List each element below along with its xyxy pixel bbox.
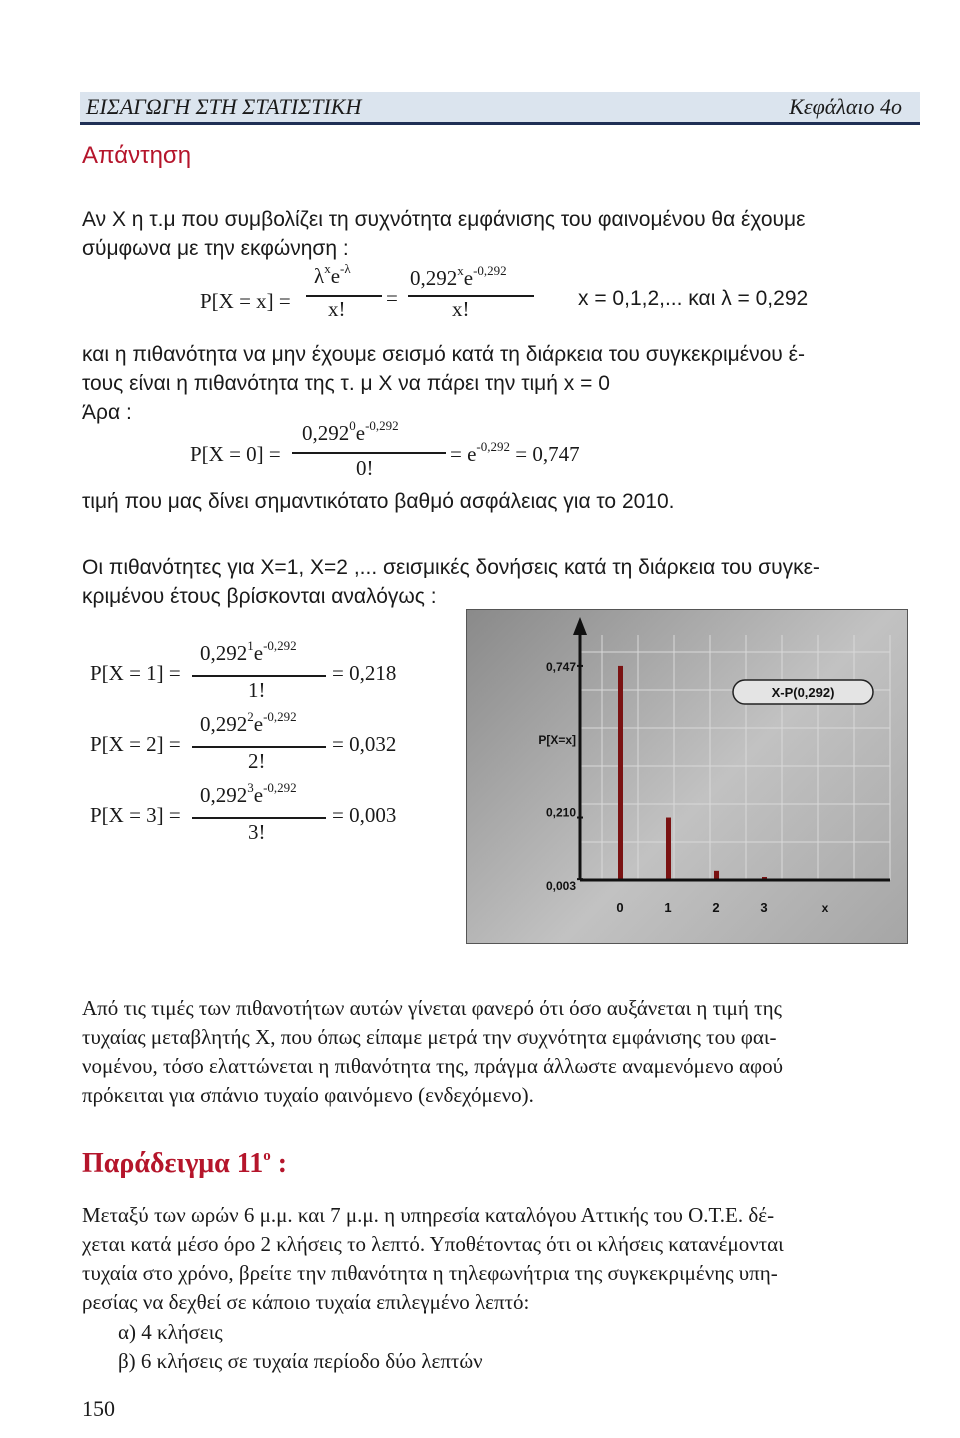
y-tick-label: 0,003 [545, 879, 576, 894]
formula-p1-num: $0,292^1e^{-0,292}$ [200, 638, 297, 665]
formula-p2-lhs: P[X = 2] = [90, 732, 181, 756]
fraction-bar [292, 452, 446, 454]
formula-p3-rhs: = 0,003 [332, 803, 397, 827]
formula-p0-num: $0,292^0e^{-0,292}$ [302, 418, 399, 445]
list-item: β) 6 κλήσεις σε τυχαία περίοδο δύο λεπτών [118, 1349, 483, 1373]
para2-line-2: τους είναι η πιθανότητα της τ. μ X να πάρει την τιμή x = 0 [82, 372, 610, 395]
formula-p0-den: 0! [356, 456, 374, 480]
formula-p1-lhs: P[X = 1] = [90, 661, 181, 685]
para6-line-1: Μεταξύ των ωρών 6 μ.μ. και 7 μ.μ. η υπηρεσία καταλόγου Αττικής του Ο.Τ.Ε. δέ- [82, 1203, 775, 1227]
para3: τιμή που μας δίνει σημαντικότατο βαθμό ασφάλειας για το 2010. [82, 490, 675, 513]
para5-line-4: πρόκειται για σπάνιο τυχαίο φαινόμενο (ενδεχόμενο). [82, 1083, 534, 1107]
fraction-bar [192, 675, 326, 677]
chart-title: X-P(0,292) [771, 685, 835, 700]
x-tick-label: 3 [760, 900, 768, 915]
bar [618, 666, 623, 880]
y-axis-label: P[X=x] [538, 732, 576, 747]
para2-line-1: και η πιθανότητα να μην έχουμε σεισμό κατά τη διάρκεια του συγκεκριμένου έ- [82, 343, 805, 366]
para5-line-1: Από τις τιμές των πιθανοτήτων αυτών γίνεται φανερό ότι όσο αυξάνεται η τιμή της [82, 996, 782, 1020]
para5-line-3: νομένου, τόσο ελαττώνεται η πιθανότητα της, πράγμα άλλωστε αναμενόμενο αφού [82, 1054, 784, 1078]
y-tick-label: 0,210 [545, 805, 576, 820]
formula-p2-num: $0,292^2e^{-0,292}$ [200, 709, 297, 736]
poisson-chart-svg [467, 610, 907, 943]
fraction-bar [192, 746, 326, 748]
poisson-chart [466, 609, 908, 944]
para6-line-4: ρεσίας να δεχθεί σε κάποιο τυχαία επιλεγμένο λεπτό: [82, 1290, 530, 1314]
chapter-label: Κεφάλαιο 4ο [789, 94, 902, 119]
x-tick-label: 1 [664, 900, 672, 915]
formula-main-lhs: P[X = x] = [200, 289, 291, 313]
list-item: α) 4 κλήσεις [118, 1320, 223, 1344]
para6-line-3: τυχαία στο χρόνο, βρείτε την πιθανότητα η τηλεφωνήτρια της συγκεκριμένης υπη- [82, 1261, 778, 1285]
bar [666, 818, 671, 880]
formula-p3-den: 3! [248, 820, 266, 844]
para6-line-2: χεται κατά μέσο όρο 2 κλήσεις το λεπτό. Υποθέτοντας ότι οι κλήσεις κατανέμονται [82, 1232, 784, 1256]
formula-main-num2: $0,292^xe^{-0,292}$ [410, 263, 507, 290]
y-axis-arrow [573, 617, 587, 635]
page-number: 150 [82, 1396, 115, 1421]
formula-p1-rhs: = 0,218 [332, 661, 397, 685]
x-axis-label: x [821, 901, 829, 915]
formula-main-den2: x! [452, 297, 470, 321]
formula-main-den1: x! [328, 297, 346, 321]
formula-p2-den: 2! [248, 749, 266, 773]
intro-line-2: σύμφωνα με την εκφώνηση : [82, 237, 349, 260]
para4-line-1: Οι πιθανότητες για X=1, X=2 ,... σεισμικές δονήσεις κατά τη διάρκεια του συγκε- [82, 556, 820, 579]
fraction-bar [408, 295, 534, 297]
formula-main-equals: = [386, 286, 398, 310]
x-tick-label: 2 [712, 900, 720, 915]
formula-p3-num: $0,292^3e^{-0,292}$ [200, 780, 297, 807]
para4-line-2: κριμένου έτους βρίσκονται αναλόγως : [82, 585, 437, 608]
para2-line-3: Άρα : [82, 401, 132, 424]
intro-line-1: Αν X η τ.μ που συμβολίζει τη συχνότητα εμφάνισης του φαινομένου θα έχουμε [82, 208, 806, 231]
book-title: ΕΙΣΑΓΩΓΗ ΣΤΗ ΣΤΑΤΙΣΤΙΚΗ [86, 94, 362, 119]
formula-p0-rhs: = $e^{-0,292} = 0,747$ [450, 439, 580, 466]
formula-p2-rhs: = 0,032 [332, 732, 397, 756]
running-header [80, 92, 920, 125]
formula-main-num1: $\lambda^xe^{-\lambda}$ [314, 261, 351, 288]
fraction-bar [192, 817, 326, 819]
formula-p3-lhs: P[X = 3] = [90, 803, 181, 827]
x-tick-label: 0 [616, 900, 624, 915]
formula-p1-den: 1! [248, 678, 266, 702]
y-tick-label: 0,747 [545, 659, 576, 674]
para5-line-2: τυχαίας μεταβλητής X, που όπως είπαμε μετρά την συχνότητα εμφάνισης του φαι- [82, 1025, 777, 1049]
formula-main-range: x = 0,1,2,... και λ = 0,292 [578, 287, 809, 310]
answer-heading: Απάντηση [82, 142, 192, 169]
formula-p0-lhs: P[X = 0] = [190, 442, 281, 466]
example-heading: Παράδειγμα $11^o$ : [82, 1148, 288, 1179]
